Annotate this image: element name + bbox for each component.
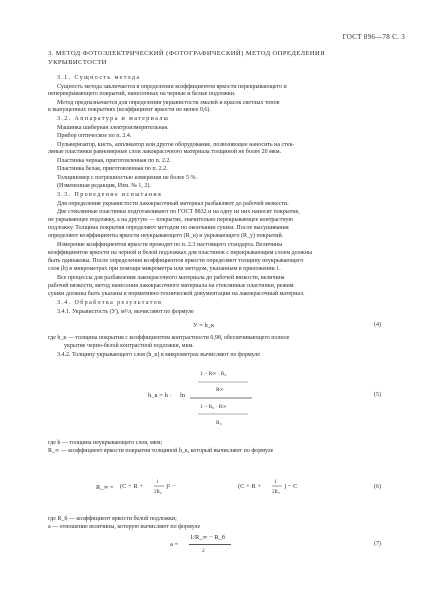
formula-5-ln: ln [180,392,186,399]
equation-number: (6) [374,484,381,490]
subheading-3-3: 3.3. Проведение испытания [57,192,163,198]
page-header-doc-id: ГОСТ 896—78 С. 3 [342,33,405,41]
paragraph-line: Все процессы для разбавления лакокрасочного материала до рабочей вязкости, величина [57,275,285,281]
paragraph-line: подложку. Толщина покрытия определяют методом по окончании сушки. После высушивания [48,225,289,231]
paragraph-line: неперекрывающего покрытий, нанесенных на черные и белые подложки. [48,91,236,97]
section-title-line1: 3. МЕТОД ФОТОЭЛЕКТРИЧЕСКИЙ (ФОТОГРАФИЧЕСКИЙ) МЕТОД ОПРЕДЕЛЕНИЯ [48,50,325,57]
paragraph-line: коэффициентов яркости на черной и белой подложках для пластинок с перекрывающим слоем должны [48,250,312,256]
paragraph-line: где h — толщина неукрывающего слоя, мкм; [48,440,163,446]
paragraph-line: где h_к — толщина покрытия с коэффициентом контрастности 0,98, обеспечивающего полное [48,335,290,341]
paragraph-line: 3.4.2. Толщину укрывающего слоя (h_к) в микрометрах вычисляют по формуле [57,352,261,358]
paragraph-line: а — отношение величины, которую вычисляют по формуле [48,524,201,530]
svg-text:R∞: R∞ [216,387,224,393]
paragraph-line: Для определения укрывистости лакокрасочный материал разбавляют до рабочей вязкости. [57,201,289,207]
paragraph-line: укрытие черно-белой контрастной подложки, мкм. [64,343,194,349]
svg-text:1 − R₀ · R∞: 1 − R₀ · R∞ [200,404,227,410]
formula-6-lhs: R_∞ = [96,484,114,491]
formula-7-lhs: a = [170,541,179,548]
svg-text:1: 1 [274,480,277,485]
equation-number: (4) [374,322,381,328]
paragraph-line: Две стеклянные пластинки подготавливают по ГОСТ 8832 и на одну из них наносят покрытие, [57,209,300,215]
formula-7-denominator [200,545,220,555]
paragraph-line: R_∞ — коэффициент яркости покрытия толщиной h_к, который вычисляют по формуле [48,448,274,454]
equation-number: (7) [374,541,381,547]
subheading-3-1: 3.1. Сущность метода [57,75,141,81]
paragraph-line: Сущность метода заключается в определении коэффициентов яркости перекрывающего и [57,84,287,90]
svg-text:2: 2 [202,548,205,554]
list-item: Машинка шиберная электроизмерительная. [57,125,169,131]
paragraph-line: где R_б — коэффициент яркости белой подложки; [48,516,177,522]
equation-number: (5) [374,392,381,398]
paragraph-line: Измерение коэффициентов яркости проводят по п. 2.3 настоящего стандарта. Величины [57,242,283,248]
paragraph-line: Пульверизатор, кисть, аппликатор или другое оборудование, позволяющее наносить на стек- [57,142,295,148]
svg-text:2R₀: 2R₀ [154,490,162,495]
svg-text:1: 1 [156,480,159,485]
svg-text:) − C: ) − C [284,483,298,490]
formula-4: У = h_к [193,322,215,329]
svg-text:R₀: R₀ [216,420,222,426]
formula-5-lhs: h_к = h · [148,392,172,399]
section-title-line2: УКРЫВИСТОСТИ [48,59,107,66]
paragraph-line: ляные пластинки равномерные слои лакокрасочного материала толщиной не более 20 мкм. [48,149,282,155]
list-item: Пластинка черная, приготовленная по п. 2.2. [57,158,171,164]
paragraph-line: Метод предназначается для определения укрывистости эмалей и красок светлых тонов [57,100,280,106]
paragraph-line: не укрывающее подложку, а на другую — покрытие, значительно перекрывающее контрастную [48,217,294,223]
subheading-3-2: 3.2. Аппаратура и материалы [57,116,170,122]
paragraph-line: определяют коэффициенты яркости неукрывающего (R_н) и укрывающего (R_у) покрытий. [48,233,284,239]
svg-text:2R₀: 2R₀ [272,490,280,495]
svg-text:)² −: )² − [166,483,176,490]
paragraph-line: слоя (h) в микрометрах при помощи микрометра или методом, указанным в приложении 1. [48,266,281,272]
paragraph-line: 3.4.1. Укрывистость (У), м²/л, вычисляют по формуле [57,309,194,315]
paragraph-line: в выпущенных покрытиях (коэффициент яркости не менее 0,6). [48,107,211,113]
paragraph-line: сушки должны быть указаны в нормативно-технической документации на лакокрасочный материал. [48,291,305,297]
list-item: Толщиномер с погрешностью измерения не более 5 %. [57,175,197,181]
formula-7-numerator: 1/R_∞ − R_б [190,534,226,541]
svg-text:1 − R∞ · R₀: 1 − R∞ · R₀ [200,371,227,377]
svg-text:(C + R +: (C + R + [120,483,144,490]
formula-6-expression [120,470,360,500]
list-item: Прибор оптическое по п. 2.4. [57,133,132,139]
subheading-3-4: 3.4. Обработка результатов [57,300,163,306]
formula-5-fraction [176,364,256,432]
list-item: Пластинка белая, приготовленная по п. 2.2. [57,166,168,172]
paragraph-line: рабочей вязкости, метод нанесения лакокрасочного материала на стеклянные пластинки, режим [48,283,294,289]
svg-text:(C + R +: (C + R + [238,483,262,490]
paragraph-line: быть одинаковы. После определения коэффициентов яркости определяют толщину неукрывающего [48,258,304,264]
amendment-note: (Измененная редакция, Изм. № 1, 2). [57,183,151,189]
